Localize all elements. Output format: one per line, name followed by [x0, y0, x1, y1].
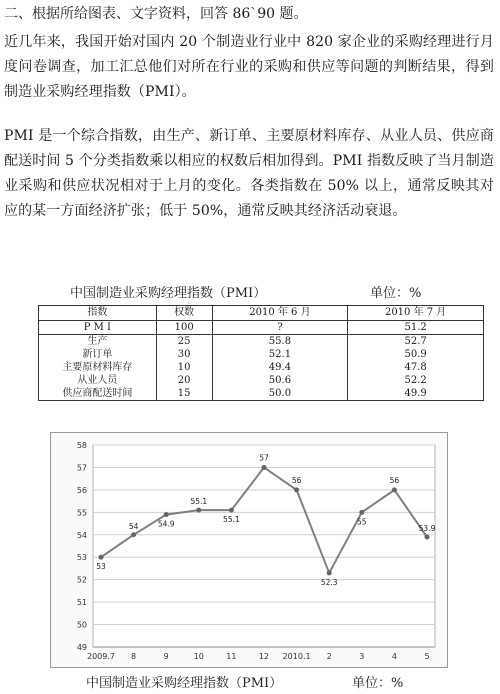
table-body [39, 321, 484, 401]
table-cell: 生产 [39, 335, 157, 349]
table-row [39, 374, 484, 387]
pmi-table [38, 305, 484, 401]
x-tick-label: 3 [359, 652, 365, 661]
x-tick-label: 4 [391, 652, 397, 661]
data-point [196, 508, 201, 513]
x-tick-label: 10 [193, 652, 204, 661]
header-weight: 权数 [156, 306, 212, 321]
table-cell: 52.1 [212, 348, 348, 361]
pmi-line-chart [50, 432, 448, 668]
intro-paragraph: 近几年来，我国开始对国内 20 个制造业行业中 820 家企业的采购经理进行月度问卷调查，加工汇总他们对所在行业的采购和供应等问题的判断结果，得到制造业采购经理指数（PMI）。 [4, 34, 494, 100]
data-label: 53 [96, 562, 106, 572]
data-point [392, 487, 397, 492]
y-tick-label: 58 [76, 441, 87, 450]
header-index: 指数 [39, 306, 157, 321]
table-cell: 供应商配送时间 [39, 387, 157, 401]
table-cell: 55.8 [212, 335, 348, 349]
y-tick-label: 53 [76, 553, 87, 563]
table-row [39, 321, 484, 335]
x-tick-label: 2 [326, 652, 332, 661]
table-cell: 49.9 [348, 387, 484, 401]
header-july: 2010 年 7 月 [348, 306, 484, 321]
data-point [359, 510, 364, 515]
table-row [39, 335, 484, 349]
x-tick-label: 5 [424, 652, 430, 661]
y-tick-label: 54 [76, 530, 87, 540]
x-tick-label: 2010.1 [282, 652, 311, 661]
data-label: 55 [357, 517, 367, 527]
section-heading: 二、根据所给图表、文字资料，回答 86`90 题。 [4, 6, 308, 22]
table-cell: 49.4 [212, 361, 348, 374]
table-cell: 47.8 [348, 361, 484, 374]
data-label: 54 [128, 521, 139, 531]
data-point [99, 555, 104, 560]
table-cell: 25 [156, 335, 212, 349]
table-cell: 20 [156, 374, 212, 387]
table-cell: 从业人员 [39, 374, 157, 387]
data-point [294, 487, 299, 492]
table-row [39, 348, 484, 361]
header-june: 2010 年 6 月 [212, 306, 348, 321]
table-cell: 51.2 [348, 321, 484, 335]
y-tick-label: 49 [76, 643, 87, 652]
data-point [327, 570, 332, 575]
table-cell: ? [212, 321, 348, 335]
table-row [39, 387, 484, 401]
data-label: 57 [259, 453, 269, 463]
data-point [262, 465, 267, 470]
table-cell: 100 [156, 321, 212, 335]
table-cell: 52.7 [348, 335, 484, 349]
x-tick-label: 8 [131, 652, 137, 661]
data-point [164, 512, 169, 517]
data-label: 54.9 [157, 519, 175, 529]
table-cell: 30 [156, 348, 212, 361]
chart-svg [51, 433, 447, 667]
y-tick-label: 50 [76, 620, 87, 630]
table-cell: 15 [156, 387, 212, 401]
table-cell: P M I [39, 321, 157, 335]
y-tick-label: 55 [76, 508, 87, 518]
table-header-row [39, 306, 484, 321]
table-cell: 主要原材料库存 [39, 361, 157, 374]
plot-area [93, 445, 435, 647]
data-label: 55.1 [223, 515, 240, 525]
table-cell: 50.9 [348, 348, 484, 361]
chart-unit: 单位：% [352, 676, 404, 691]
x-tick-label: 2009.7 [87, 652, 115, 661]
pmi-definition-paragraph: PMI 是一个综合指数，由生产、新订单、主要原材料库存、从业人员、供应商配送时间 5 个分类指数乘以相应的权数后相加得到。PMI 指数反映了当月制造业采购和供应状况相对于上月的变化。各类指数在 50% 以上，通常反映其对应的某一方面经济扩张；低于 50%，通常反映其经济活动衰退。 [4, 128, 494, 219]
data-label: 56 [291, 475, 302, 485]
table-unit: 单位：% [370, 286, 422, 301]
y-tick-label: 57 [76, 463, 87, 473]
x-tick-label: 9 [163, 652, 169, 661]
table-cell: 50.6 [212, 374, 348, 387]
data-label: 55.1 [190, 497, 208, 507]
y-tick-label: 51 [76, 598, 87, 608]
table-caption: 中国制造业采购经理指数（PMI） [70, 286, 267, 301]
data-label: 53.9 [418, 524, 436, 534]
data-point [425, 535, 430, 540]
x-tick-label: 11 [226, 652, 237, 661]
y-tick-label: 52 [76, 575, 87, 585]
table-cell: 新订单 [39, 348, 157, 361]
data-point [131, 532, 136, 537]
table-row [39, 361, 484, 374]
table-cell: 50.0 [212, 387, 348, 401]
data-point [229, 508, 234, 513]
table-cell: 10 [156, 361, 212, 374]
data-label: 56 [389, 475, 400, 485]
x-tick-label: 12 [258, 652, 270, 661]
y-tick-label: 56 [76, 485, 87, 495]
data-label: 52.3 [320, 577, 338, 587]
table-cell: 52.2 [348, 374, 484, 387]
chart-caption: 中国制造业采购经理指数（PMI） [86, 676, 283, 691]
